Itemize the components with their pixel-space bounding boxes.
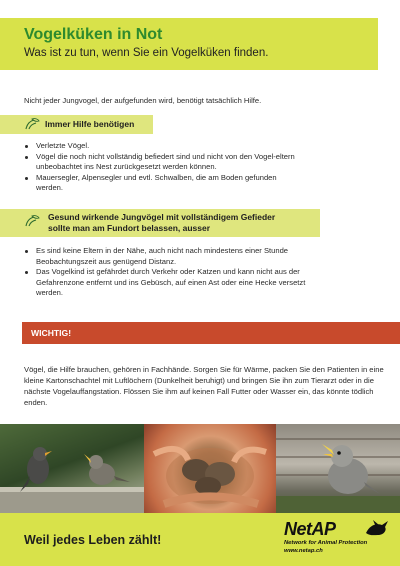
list-item: Das Vogelkind ist gefährdet durch Verkehr oder Katzen und kann nicht aus der Gefahrenzone entfernt und ins Gebüsch, auf einen Ast oder eine Hecke versetzt werden. (24, 267, 306, 299)
important-label: WICHTIG! (31, 328, 72, 338)
logo-text: NetAP (284, 519, 336, 539)
list-item: Es sind keine Eltern in der Nähe, auch nicht nach mindestens einer Stunde Beobachtungszeit aus genügend Distanz. (24, 246, 306, 267)
section-heading-line: sollte man am Fundort belassen, ausser (48, 223, 211, 233)
intro-text: Nicht jeder Jungvogel, der aufgefunden wird, benötigt tatsächlich Hilfe. (24, 96, 262, 105)
list-item: Mauersegler, Alpensegler und evtl. Schwalben, die am Boden gefunden werden. (24, 173, 304, 194)
section-heading-leave-birds (0, 209, 320, 237)
fledgling-on-wood-photo (276, 424, 400, 513)
logo-tagline: Network for Animal Protection (284, 540, 368, 546)
section-heading-line: Gesund wirkende Jungvögel mit vollständigem Gefieder (48, 212, 276, 222)
section-heading-always-help (0, 115, 153, 134)
chicks-in-hands-photo (144, 424, 276, 513)
birds-on-fence-photo (0, 424, 144, 513)
bird-icon (364, 519, 390, 539)
section-heading-label (48, 212, 275, 234)
photo-strip (0, 424, 400, 513)
footer-band (0, 513, 400, 566)
list-item: Vögel die noch nicht vollständig befiedert sind und nicht von den Vogel-eltern unbeobachtet ins Nest zurückgesetzt werden können. (24, 152, 304, 173)
section-heading-label: Immer Hilfe benötigen (45, 119, 135, 129)
list-item: Verletzte Vögel. (24, 141, 304, 152)
sprout-icon (24, 215, 40, 227)
always-help-list (24, 141, 304, 194)
page-title: Vogelküken in Not (24, 26, 163, 43)
leave-birds-list (24, 246, 306, 299)
page-subtitle: Was ist zu tun, wenn Sie ein Vogelküken finden. (24, 47, 269, 59)
important-banner (22, 322, 400, 344)
header-band (0, 18, 378, 70)
sprout-icon (24, 118, 40, 130)
footer-slogan: Weil jedes Leben zählt! (24, 533, 162, 547)
logo-url: www.netap.ch (284, 548, 323, 554)
instructions-paragraph: Vögel, die Hilfe brauchen, gehören in Fachhände. Sorgen Sie für Wärme, packen Sie den Patienten in eine kleine Kartonschachtel mit Luftlöchern (Dunkelheit beruhigt) und bringen Sie ihn zum Tierarzt oder in die nächste Vogelauffangstation. Flössen Sie ihm auf keinen Fall Futter oder Wasser ein, das könnte tödlich enden. (24, 365, 384, 407)
netap-logo (284, 519, 394, 561)
